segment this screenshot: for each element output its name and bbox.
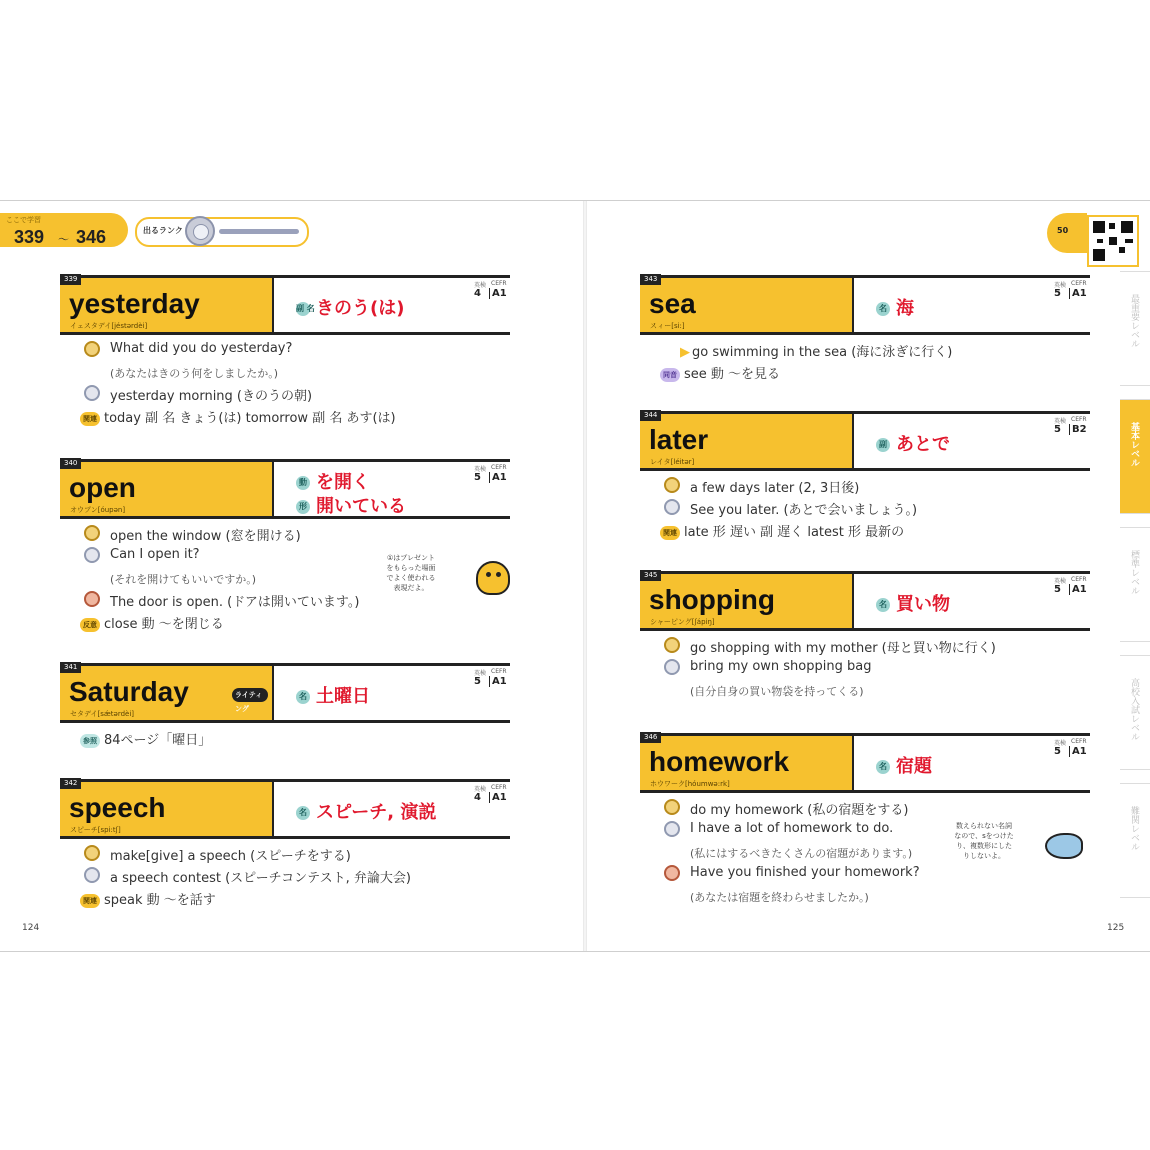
entry-head [60,663,510,723]
entry-number: 339 [60,274,81,285]
meaning [296,492,406,518]
pos-badge: 名 [296,806,310,820]
silver-medal-icon [664,499,680,515]
meaning-text: 買い物 [896,594,950,615]
entry-number: 343 [640,274,661,285]
entry-head [640,275,1090,335]
example-line [690,499,917,518]
headword-box [60,663,274,720]
meaning [296,294,404,320]
range-sep: 〜 [58,233,69,246]
line-text: bring my own shopping bag [690,659,872,674]
meaning-text: 海 [896,298,914,319]
cefr-label: CEFR [1071,280,1087,287]
pos-badge: 名 [876,760,890,774]
meaning-text: きのう(は) [316,298,405,319]
line-text: a speech contest (スピーチコンテスト, 弁論大会) [110,871,411,886]
side-tab-1[interactable] [1120,271,1150,386]
related-badge: 関連 [660,526,680,540]
grade-label: 英検 [474,466,487,473]
entry-number: 340 [60,458,81,469]
related-badge: 関連 [80,412,100,426]
eiken-grade: 5 [474,676,481,687]
bird-mascot-icon [476,561,510,595]
silver-medal-icon [84,385,100,401]
range-end: 346 [76,227,107,247]
line-text: a few days later (2, 3日後) [690,481,860,496]
headword: sea [649,288,696,319]
meaning [876,590,950,616]
cefr-level: A1 [1069,746,1087,757]
pronunciation: ホウワーク[hóumwə:rk] [650,780,730,788]
rank-box [135,217,309,247]
headword: Saturday [69,676,189,707]
gold-medal-icon [664,637,680,653]
meaning [296,682,370,708]
entry-head [60,459,510,519]
eiken-grade: 5 [474,472,481,483]
entry-head [60,779,510,839]
homophone-badge: 同音 [660,368,680,382]
line-text: open the window (窓を開ける) [110,529,301,544]
entry-head [60,275,510,335]
cefr-level: B2 [1069,424,1087,435]
grade-label: 英検 [474,282,487,289]
headword-box [60,459,274,516]
level-box [1054,418,1086,436]
line-text: go swimming in the sea (海に泳ぎに行く) [692,345,953,360]
level-box [1054,740,1086,758]
line-text: Can I open it? [110,547,200,562]
cefr-label: CEFR [491,668,507,675]
grade-label: 英検 [474,670,487,677]
folio-left: 124 [22,923,40,933]
cefr-level: A1 [489,676,507,687]
headword-box [640,275,854,332]
line-text: What did you do yesterday? [110,341,293,356]
example-line [110,591,359,610]
pronunciation: シャーピング[ʃápiŋ] [650,618,715,626]
cefr-level: A1 [1069,584,1087,595]
example-line [690,477,859,496]
cefr-label: CEFR [1071,738,1087,745]
entry-head [640,411,1090,471]
grade-label: 英検 [1054,418,1067,425]
example-line [690,799,908,818]
eiken-grade: 4 [474,288,481,299]
right-page [587,201,1150,951]
silver-medal-icon [664,821,680,837]
range-tab [0,213,128,247]
cefr-label: CEFR [1071,576,1087,583]
level-box [474,466,506,484]
pos-badge: 名 [876,598,890,612]
line-text: do my homework (私の宿題をする) [690,803,909,818]
range-kicker: ここで学習 [6,216,41,224]
side-tab-label: 基本レベル [1129,422,1139,467]
writing-tag: ライティング [232,688,268,702]
pronunciation: セタデイ[sǽtərdèi] [70,710,134,718]
silver-medal-icon [84,867,100,883]
headword-box [60,779,274,836]
rank-bar [219,229,299,234]
entry-number: 346 [640,732,661,743]
pos-badge: 名 [296,690,310,704]
headword: shopping [649,584,775,615]
meaning [876,430,950,456]
example-translation [690,845,912,861]
line-text: The door is open. (ドアは開いています。) [110,595,360,610]
pos-badge: 副 名 [296,302,310,316]
reference-badge: 参照 [80,734,100,748]
entry-number: 342 [60,778,81,789]
bronze-medal-icon [84,591,100,607]
line-text: (あなたは宿題を終わらせましたか。) [690,891,869,904]
side-tab-4[interactable] [1120,655,1150,770]
cefr-label: CEFR [1071,416,1087,423]
line-text: make[give] a speech (スピーチをする) [110,849,351,864]
folio-right: 125 [1107,923,1125,933]
line-text: (あなたはきのう何をしましたか。) [110,367,279,380]
cefr-level: A1 [489,472,507,483]
cefr-level: A1 [489,288,507,299]
meaning [296,798,436,824]
line-text: See you later. (あとで会いましょう。) [690,503,918,518]
headword-box [640,733,854,790]
level-box [1054,578,1086,596]
example-line [690,659,871,674]
range-start: 339 [14,227,45,247]
line-text: (自分自身の買い物袋を持ってくる) [690,685,864,698]
example-line [110,341,292,356]
side-tab-5[interactable] [1120,783,1150,898]
gold-medal-icon [84,525,100,541]
grade-label: 英検 [1054,578,1067,585]
gold-medal-icon [664,799,680,815]
silver-medal-icon [664,659,680,675]
entry-head [640,733,1090,793]
entry-number: 341 [60,662,81,673]
entry-number: 345 [640,570,661,581]
side-tab-3[interactable] [1120,527,1150,642]
entry-head [640,571,1090,631]
eiken-grade: 5 [1054,746,1061,757]
grade-label: 英検 [474,786,487,793]
line-text: go shopping with my mother (母と買い物に行く) [690,641,996,656]
example-line [80,407,396,426]
qr-number: 50 [1057,226,1069,235]
line-text: (それを開けてもいいですか。) [110,573,257,586]
example-line [660,363,780,382]
gold-medal-icon [84,341,100,357]
meaning-text: 宿題 [896,756,932,777]
line-text: close 動 〜を閉じる [104,617,224,632]
example-line [110,867,411,886]
level-box [474,282,506,300]
example-line [80,889,216,908]
open-callout: ①はプレゼントをもらった場面でよく使われる表現だよ。 [386,554,436,592]
example-translation [690,889,869,905]
pos-badge: 形 [296,500,310,514]
side-tab-label: 標準レベル [1129,550,1139,595]
book-spread [0,200,1150,952]
rank-label: 出るランク [143,226,183,235]
line-text: (私にはするべきたくさんの宿題があります。) [690,847,913,860]
meaning [876,752,932,778]
meaning [296,468,370,494]
pronunciation: レイタ[léitər] [650,458,695,466]
meaning-text: スピーチ, 演説 [316,802,437,823]
headword: yesterday [69,288,200,319]
pronunciation: スピーチ[spi:tʃ] [70,826,121,834]
meaning-text: 土曜日 [316,686,370,707]
whale-mascot-icon [1045,833,1083,859]
line-text: Have you finished your homework? [690,865,920,880]
cefr-level: A1 [1069,288,1087,299]
headword: later [649,424,709,455]
gold-medal-icon [84,845,100,861]
eiken-grade: 5 [1054,424,1061,435]
example-translation [110,365,278,381]
pronunciation: スィー[si:] [650,322,685,330]
related-badge: 関連 [80,894,100,908]
entry-number: 344 [640,410,661,421]
example-translation [110,571,256,587]
meaning-text: 開いている [316,496,406,517]
headword: speech [69,792,166,823]
homework-callout: 数えられない名詞なので、sをつけたり、複数形にしたりしないよ。 [954,822,1014,860]
pos-badge: 名 [876,302,890,316]
pronunciation: イェスタデイ[jéstərdèi] [70,322,148,330]
rank-medal-icon [185,216,215,246]
headword-box [640,571,854,628]
example-line [110,547,200,562]
eiken-grade: 5 [1054,288,1061,299]
bronze-medal-icon [664,865,680,881]
line-text: 84ページ「曜日」 [104,733,212,748]
cefr-label: CEFR [491,280,507,287]
side-tab-label: 高校入試レベル [1129,678,1139,741]
headword-box [60,275,274,332]
example-line [110,525,301,544]
headword: homework [649,746,790,777]
pos-badge: 副 [876,438,890,452]
line-text: see 動 〜を見る [684,367,781,382]
example-line [80,729,211,748]
line-text: yesterday morning (きのうの朝) [110,389,313,404]
eiken-grade: 5 [1054,584,1061,595]
eiken-grade: 4 [474,792,481,803]
gold-medal-icon [664,477,680,493]
meaning-text: あとで [896,434,950,455]
example-line [690,865,920,880]
example-line [80,613,224,632]
level-box [474,786,506,804]
qr-code-icon[interactable] [1087,215,1139,267]
meaning-text: を開く [316,472,370,493]
line-text: today 副 名 きょう(は) tomorrow 副 名 あす(は) [104,411,396,426]
side-tab-label: 難関レベル [1129,806,1139,851]
related-badge: 反意 [80,618,100,632]
line-text: I have a lot of homework to do. [690,821,894,836]
line-text: speak 動 〜を話す [104,893,216,908]
example-line [690,637,996,656]
example-line [680,341,952,360]
grade-label: 英検 [1054,282,1067,289]
headword: open [69,472,136,503]
cefr-level: A1 [489,792,507,803]
grade-label: 英検 [1054,740,1067,747]
silver-medal-icon [84,547,100,563]
left-page [0,201,583,951]
example-line [660,521,904,540]
level-box [1054,282,1086,300]
level-box [474,670,506,688]
headword-box [640,411,854,468]
arrow-icon: ▶ [680,345,690,360]
qr-number-tab [1047,213,1087,253]
example-translation [690,683,864,699]
example-line [690,821,893,836]
meaning [876,294,914,320]
side-tab-2[interactable] [1120,399,1150,514]
line-text: late 形 遅い 副 遅く latest 形 最新の [684,525,905,540]
example-line [110,385,312,404]
pronunciation: オウプン[óupən] [70,506,126,514]
cefr-label: CEFR [491,784,507,791]
side-tab-label: 最重要レベル [1129,294,1139,348]
cefr-label: CEFR [491,464,507,471]
example-line [110,845,351,864]
pos-badge: 動 [296,476,310,490]
level-side-tabs [1120,271,1150,891]
